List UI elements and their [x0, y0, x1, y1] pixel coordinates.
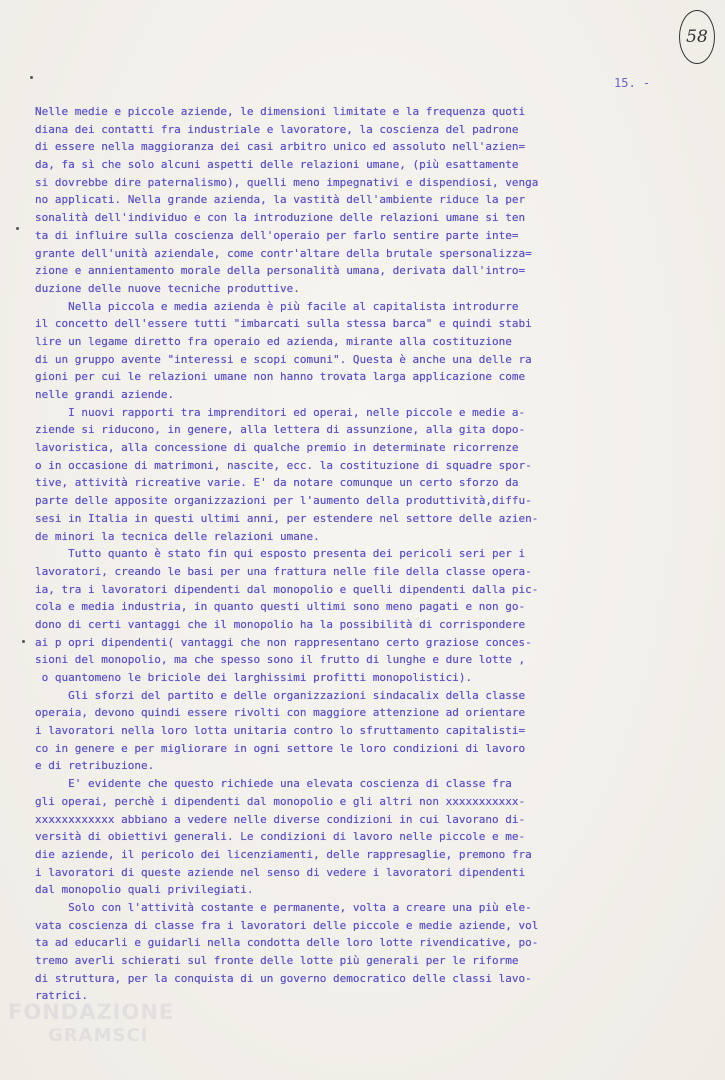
text-line: ai p opri dipendenti( vantaggi che non rappresentano certo graziose conces-: [35, 635, 532, 649]
text-line: sioni del monopolio, ma che spesso sono il frutto di lunghe e dure lotte ,: [35, 653, 526, 667]
text-line: di struttura, per la conquista di un governo democratico delle classi lavo-: [35, 971, 532, 985]
text-line: ratrici.: [35, 989, 88, 1003]
text-line: Solo con l'attività costante e permanente, volta a creare una più ele-: [35, 900, 532, 914]
text-line: tremo averli schierati sul fronte delle lotte più generali per le riforme: [35, 954, 519, 967]
text-line: zione e annientamento morale della personalità umana, derivata dall'intro=: [35, 264, 526, 278]
text-line: lavoristica, alla concessione di qualche premio in determinate ricorrenze: [35, 441, 519, 455]
watermark-line-2: GRAMSCI: [48, 1025, 149, 1046]
text-line: lire un legame diretto fra operaio ed azienda, mirante alla costituzione: [35, 334, 512, 348]
text-line: ziende si riducono, in genere, alla lettera di assunzione, alla gita dopo-: [35, 423, 526, 437]
text-line: die aziende, il pericolo dei licenziamenti, delle rappresaglie, premono fra: [35, 847, 532, 861]
text-line: parte delle apposite organizzazioni per l'aumento della produttività,diffu-: [35, 494, 532, 508]
text-line: e di retribuzione.: [35, 759, 155, 773]
text-line: i lavoratori nella loro lotta unitaria contro lo sfruttamento capitalisti=: [35, 724, 526, 738]
text-line: i lavoratori di queste aziende nel senso di vedere i lavoratori dipendenti: [35, 865, 526, 879]
watermark: [8, 1000, 174, 1048]
margin-mark: [22, 640, 25, 643]
text-line: operaia, devono quindi essere rivolti con maggiore attenzione ad orientare: [35, 706, 526, 720]
page-number: 15. -: [614, 76, 651, 90]
text-line: ia, tra i lavoratori dipendenti dal monopolio e quelli dipendenti dalla pic-: [35, 582, 539, 596]
text-line: Nelle medie e piccole aziende, le dimensioni limitate e la frequenza quoti: [35, 105, 526, 118]
text-line: I nuovi rapporti tra imprenditori ed operai, nelle piccole e medie a-: [35, 405, 526, 419]
text-line: si dovrebbe dire paternalismo), quelli meno impegnativi e dispendiosi, venga: [35, 175, 539, 189]
text-line: xxxxxxxxxxxx abbiano a vedere nelle diverse condizioni in cui lavorano di-: [35, 812, 526, 826]
text-line: cola e media industria, in quanto questi ultimi sono meno pagati e non go-: [35, 600, 526, 614]
text-line: grante dell'unità aziendale, come contr'altare della brutale spersonalizza=: [35, 246, 532, 260]
text-line: nelle grandi aziende.: [35, 388, 175, 401]
text-line: versità di obiettivi generali. Le condizioni di lavoro nelle piccole e me-: [35, 830, 526, 844]
text-line: dono di certi vantaggi che il monopolio ha la possibilità di corrispondere: [35, 617, 526, 631]
text-line: Tutto quanto è stato fin qui esposto presenta dei pericoli seri per i: [35, 547, 526, 561]
text-line: lavoratori, creando le basi per una frattura nelle file della classe opera-: [35, 564, 532, 578]
margin-mark: [16, 227, 19, 230]
text-line: di un gruppo avente "interessi e scopi comuni". Questa è anche una delle ra: [35, 352, 532, 366]
text-line: vata coscienza di classe fra i lavoratori delle piccole e medie aziende, vol: [35, 918, 539, 932]
typed-text-body: [35, 103, 707, 1005]
text-line: sesi in Italia in questi ultimi anni, per estendere nel settore delle azien-: [35, 511, 539, 525]
text-line: Nella piccola e media azienda è più facile al capitalista introdurre: [35, 299, 519, 313]
text-line: gioni per cui le relazioni umane non hanno trovata larga applicazione come: [35, 370, 526, 384]
text-line: tive, attività ricreative varie. E' da notare comunque un certo sforzo da: [35, 476, 519, 490]
text-line: da, fa sì che solo alcuni aspetti delle relazioni umane, (più esattamente: [35, 158, 519, 172]
text-line: di essere nella maggioranza dei casi arbitro unico ed assoluto nell'azien=: [35, 140, 526, 154]
text-line: o quantomeno le briciole dei larghissimi profitti monopolistici).: [35, 671, 473, 684]
text-line: E' evidente che questo richiede una elevata coscienza di classe fra: [35, 777, 512, 791]
margin-mark: [30, 76, 33, 79]
text-line: ta ad educarli e guidarli nella condotta delle loro lotte rivendicative, po-: [35, 936, 539, 950]
text-line: il concetto dell'essere tutti "imbarcati sulla stessa barca" e quindi stabi: [35, 317, 532, 331]
text-line: Gli sforzi del partito e delle organizzazioni sindacalix della classe: [35, 688, 526, 702]
text-line: gli operai, perchè i dipendenti dal monopolio e gli altri non xxxxxxxxxxx-: [35, 794, 526, 808]
archive-stamp: [679, 10, 715, 64]
text-line: ta di influire sulla coscienza dell'operaio per farlo sentire parte inte=: [35, 228, 519, 242]
text-line: dal monopolio quali privilegiati.: [35, 883, 254, 897]
text-line: co in genere e per migliorare in ogni settore le loro condizioni di lavoro: [35, 741, 526, 755]
stamp-number: 58: [686, 27, 708, 47]
text-line: sonalità dell'individuo e con la introduzione delle relazioni umane si ten: [35, 211, 526, 225]
text-line: diana dei contatti fra industriale e lavoratore, la coscienza del padrone: [35, 122, 519, 136]
text-line: duzione delle nuove tecniche produttive.: [35, 281, 300, 295]
watermark-line-1: FONDAZIONE: [8, 1000, 175, 1024]
text-line: no applicati. Nella grande azienda, la vastità dell'ambiente riduce la per: [35, 193, 526, 207]
text-line: o in occasione di matrimoni, nascite, ecc. la costituzione di squadre spor-: [35, 458, 532, 472]
text-line: de minori la tecnica delle relazioni umane.: [35, 529, 320, 543]
